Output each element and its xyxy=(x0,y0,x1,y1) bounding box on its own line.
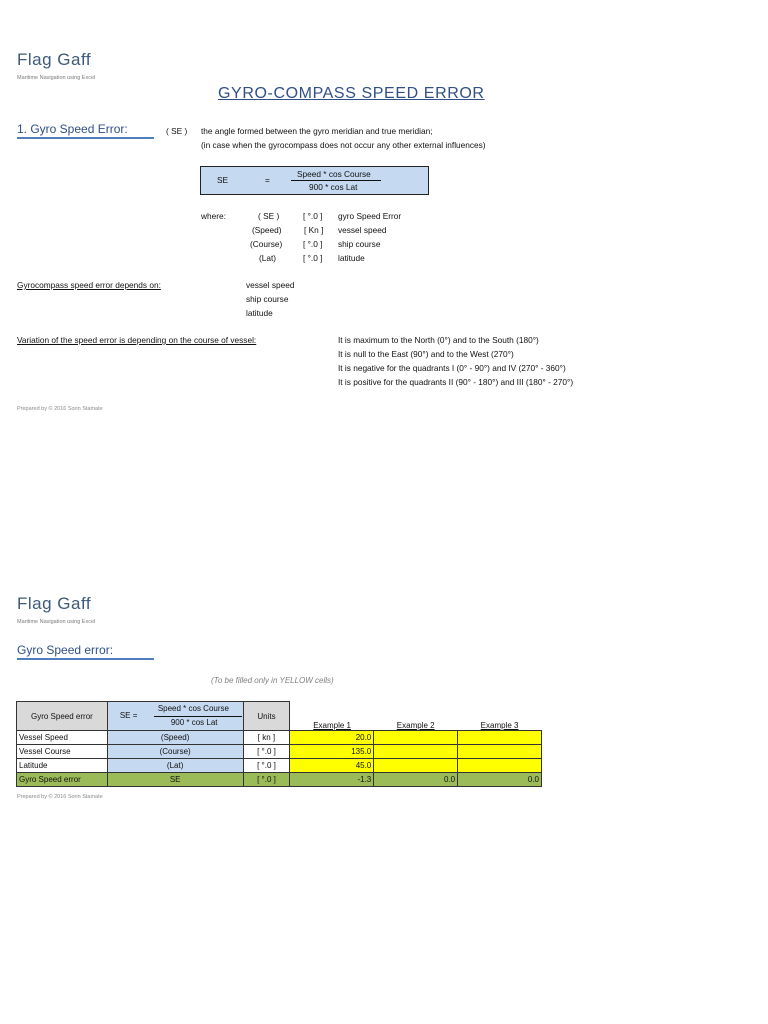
prepared-by: Prepared by © 2016 Sorin Stamate xyxy=(17,406,103,412)
where-unit: [ °.0 ] xyxy=(303,253,323,263)
section-title: 1. Gyro Speed Error: xyxy=(17,122,128,136)
section-title: Gyro Speed error: xyxy=(17,643,114,657)
result-value: 0.0 xyxy=(458,773,542,787)
where-symbol: (Speed) xyxy=(252,225,282,235)
depends-item: latitude xyxy=(246,308,273,318)
where-desc: vessel speed xyxy=(338,225,387,235)
depends-item: vessel speed xyxy=(246,280,295,290)
definition-line-1: the angle formed between the gyro meridian and true meridian; xyxy=(201,126,433,136)
variation-item: It is null to the East (90°) and to the West (270°) xyxy=(338,349,514,359)
prepared-by: Prepared by © 2016 Sorin Stamate xyxy=(17,794,103,800)
formula-lhs: SE xyxy=(217,175,229,185)
where-symbol: (Course) xyxy=(250,239,283,249)
input-cell[interactable] xyxy=(458,759,542,773)
variation-label: Variation of the speed error is depending on the course of vessel: xyxy=(17,335,257,345)
header-units: Units xyxy=(243,702,290,731)
brand-name: Flag Gaff xyxy=(17,50,92,69)
variation-item: It is positive for the quadrants II (90° - 180°) and III (180° - 270°) xyxy=(338,377,574,387)
row-label: Vessel Speed xyxy=(17,731,108,745)
section-underline xyxy=(17,137,154,139)
variation-item: It is maximum to the North (0°) and to the South (180°) xyxy=(338,335,539,345)
formula-box xyxy=(200,166,429,195)
where-desc: latitude xyxy=(338,253,365,263)
where-unit: [ °.0 ] xyxy=(303,211,323,221)
header-formula xyxy=(107,702,243,731)
input-cell[interactable] xyxy=(458,745,542,759)
where-symbol: (Lat) xyxy=(259,253,277,263)
where-unit: [ Kn ] xyxy=(304,225,324,235)
table-header-row xyxy=(17,702,542,731)
result-unit: [ °.0 ] xyxy=(243,773,290,787)
where-unit: [ °.0 ] xyxy=(303,239,323,249)
row-label: Latitude xyxy=(17,759,108,773)
input-cell[interactable]: 45.0 xyxy=(290,759,374,773)
definition-line-2: (in case when the gyrocompass does not occur any other external influences) xyxy=(201,140,486,150)
result-value: -1.3 xyxy=(290,773,374,787)
fraction-line xyxy=(154,716,242,717)
row-unit: [ °.0 ] xyxy=(243,745,290,759)
header-numerator: Speed * cos Course xyxy=(157,704,229,713)
header-example-3: Example 3 xyxy=(480,721,519,730)
row-label: Vessel Course xyxy=(17,745,108,759)
header-se: SE = xyxy=(119,711,138,720)
result-label: Gyro Speed error xyxy=(17,773,108,787)
depends-label: Gyrocompass speed error depends on: xyxy=(17,280,161,290)
row-symbol: (Lat) xyxy=(107,759,243,773)
formula-denominator: 900 * cos Lat xyxy=(309,182,358,192)
formula-numerator: Speed * cos Course xyxy=(297,169,371,179)
header-denominator: 900 * cos Lat xyxy=(170,718,218,727)
row-unit: [ kn ] xyxy=(243,731,290,745)
header-label: Gyro Speed error xyxy=(17,702,108,731)
input-cell[interactable] xyxy=(374,745,458,759)
brand-tagline: Maritime Navigation using Excel xyxy=(17,75,96,81)
row-symbol: (Course) xyxy=(107,745,243,759)
depends-item: ship course xyxy=(246,294,289,304)
se-abbreviation: ( SE ) xyxy=(166,126,188,136)
table-row xyxy=(17,745,542,759)
fraction-line xyxy=(291,180,381,181)
section-underline xyxy=(17,658,154,660)
where-desc: ship course xyxy=(338,239,381,249)
brand-name: Flag Gaff xyxy=(17,594,92,613)
input-cell[interactable] xyxy=(458,731,542,745)
where-label: where: xyxy=(201,211,226,221)
result-value: 0.0 xyxy=(374,773,458,787)
result-row xyxy=(17,773,542,787)
input-cell[interactable]: 20.0 xyxy=(290,731,374,745)
header-example-2: Example 2 xyxy=(396,721,435,730)
fill-note: (To be filled only in YELLOW cells) xyxy=(211,676,334,685)
where-desc: gyro Speed Error xyxy=(338,211,402,221)
table-row xyxy=(17,731,542,745)
table-row xyxy=(17,759,542,773)
row-symbol: (Speed) xyxy=(107,731,243,745)
input-cell[interactable]: 135.0 xyxy=(290,745,374,759)
header-example-1: Example 1 xyxy=(313,721,351,730)
brand-tagline: Maritime Navigation using Excel xyxy=(17,619,96,625)
formula-equals: = xyxy=(265,175,270,185)
where-symbol: ( SE ) xyxy=(258,211,280,221)
page-title: GYRO-COMPASS SPEED ERROR xyxy=(218,85,485,102)
input-cell[interactable] xyxy=(374,759,458,773)
row-unit: [ °.0 ] xyxy=(243,759,290,773)
calc-table xyxy=(16,701,542,787)
result-symbol: SE xyxy=(107,773,243,787)
input-cell[interactable] xyxy=(374,731,458,745)
variation-item: It is negative for the quadrants I (0° - 90°) and IV (270° - 360°) xyxy=(338,363,566,373)
